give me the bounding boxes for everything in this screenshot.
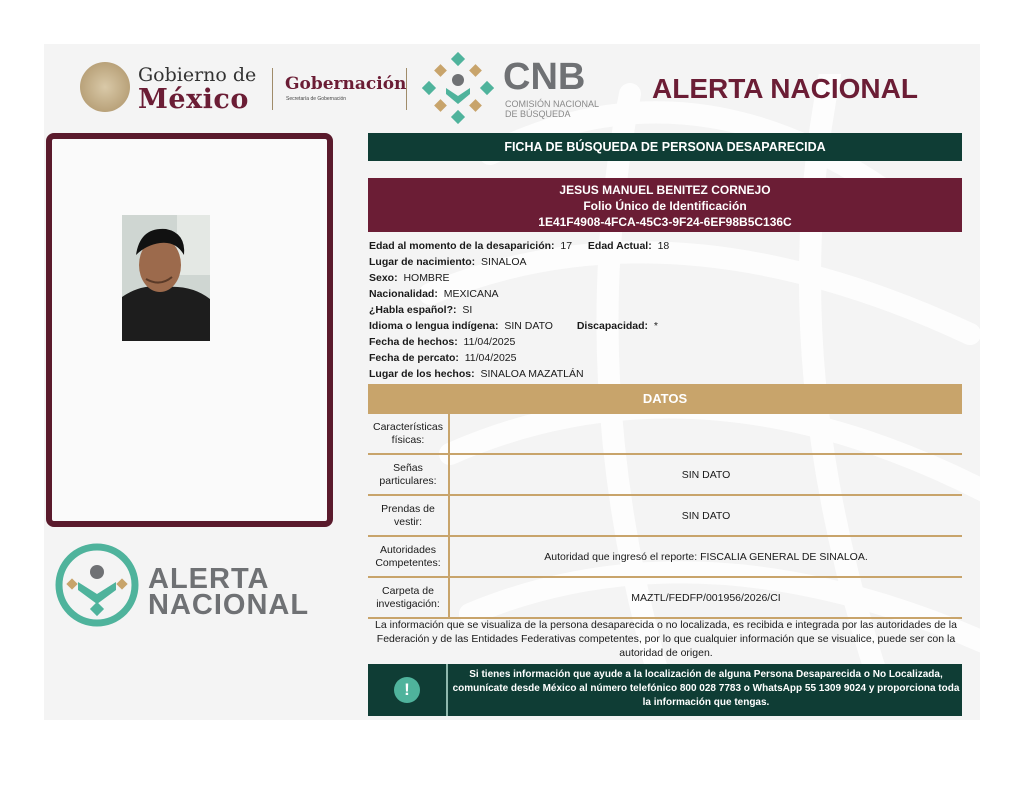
gobernacion-logo-text: Gobernación: [285, 74, 407, 94]
habla-value: SI: [462, 304, 473, 316]
idioma-value: SIN DATO: [504, 320, 553, 332]
edad-actual-value: 18: [657, 240, 670, 252]
nacionalidad-label: Nacionalidad:: [369, 288, 438, 300]
row-value: MAZTL/FEDFP/001956/2026/CI: [631, 591, 781, 604]
header-divider: [406, 68, 407, 110]
lugar-nac-value: SINALOA: [481, 256, 527, 268]
photo-frame: [46, 133, 333, 527]
edad-actual-label: Edad Actual:: [587, 240, 652, 252]
row-label: Autoridades Competentes:: [368, 537, 450, 576]
folio-value: 1E41F4908-4FCA-45C3-9F24-6EF98B5C136C: [538, 215, 792, 229]
info-row-lugar-nacimiento: [369, 254, 669, 270]
alert-sheet: [44, 44, 980, 720]
lugar-hechos-label: Lugar de los hechos:: [369, 368, 475, 380]
cnb-logo-text: CNB: [503, 56, 586, 98]
discapacidad-value: *: [653, 320, 658, 332]
table-row: [368, 496, 962, 537]
fecha-hechos-label: Fecha de hechos:: [369, 336, 458, 348]
gobierno-line2: México: [138, 84, 249, 115]
row-label: Señas particulares:: [368, 455, 450, 494]
row-label: Carpeta de investigación:: [368, 578, 450, 617]
cnb-subtitle-line1: COMISIÓN NACIONAL: [505, 99, 600, 109]
info-row-edad: [369, 238, 669, 254]
help-icon-box: [368, 664, 448, 716]
folio-label: Folio Único de Identificación: [583, 199, 747, 213]
info-row-fecha-percato: [369, 350, 669, 366]
datos-table: [368, 414, 962, 619]
cnb-logo-icon: [422, 52, 494, 124]
info-row-habla: [369, 302, 669, 318]
info-row-nacionalidad: [369, 286, 669, 302]
header-divider: [272, 68, 273, 110]
person-name-box: [368, 178, 962, 232]
row-value: Autoridad que ingresó el reporte: FISCALIA GENERAL DE SINALOA.: [544, 550, 868, 563]
person-photo: [122, 215, 210, 341]
fecha-hechos-value: 11/04/2025: [463, 336, 516, 348]
help-banner: [368, 664, 962, 716]
exclamation-icon: !: [394, 677, 420, 703]
row-label: Prendas de vestir:: [368, 496, 450, 535]
alerta-word: ALERTA: [148, 563, 270, 595]
table-row: [368, 455, 962, 496]
nacional-word: NACIONAL: [148, 589, 310, 621]
sexo-value: HOMBRE: [403, 272, 450, 284]
row-value: [450, 414, 962, 453]
alert-title: ALERTA NACIONAL: [652, 73, 918, 104]
info-row-fecha-hechos: [369, 334, 669, 350]
sexo-label: Sexo:: [369, 272, 398, 284]
row-value: SIN DATO: [681, 509, 731, 522]
table-row: [368, 414, 962, 455]
row-label: Características físicas:: [368, 414, 450, 453]
mexico-seal-icon: [80, 62, 130, 112]
secretaria-text: Secretaría de Gobernación: [286, 96, 347, 102]
gobierno-line1: Gobierno de: [138, 64, 257, 86]
info-row-sexo: [369, 270, 669, 286]
cnb-subtitle: [505, 99, 599, 119]
fecha-percato-value: 11/04/2025: [464, 352, 517, 364]
row-value: SIN DATO: [681, 468, 731, 481]
lugar-nac-label: Lugar de nacimiento:: [369, 256, 476, 268]
alerta-nacional-logo-icon: [54, 542, 140, 628]
personal-info: [369, 238, 669, 382]
disclaimer-text: La información que se visualiza de la persona desaparecida o no localizada, es recibida e integrada por las autoridades de la Federación y de las Entidades Federativas competentes, por lo que cualquier información que se visualice, puede ser con la autoridad de origen.: [375, 619, 957, 659]
header: [44, 44, 980, 132]
idioma-label: Idioma o lengua indígena:: [369, 320, 499, 332]
edad-label: Edad al momento de la desaparición:: [369, 240, 555, 252]
table-row: [368, 537, 962, 578]
info-row-idioma: [369, 318, 669, 334]
help-text: Si tienes información que ayude a la localización de alguna Persona Desaparecida o No Localizada, comunícate desde México al número telefónico 800 028 7783 o WhatsApp 55 1309 9024 y proporciona toda la información que tengas.: [452, 669, 960, 708]
habla-label: ¿Habla español?:: [369, 304, 457, 316]
fecha-percato-label: Fecha de percato:: [369, 352, 459, 364]
person-name: JESUS MANUEL BENITEZ CORNEJO: [559, 183, 771, 197]
lugar-hechos-value: SINALOA MAZATLÁN: [480, 368, 584, 380]
ficha-title: FICHA DE BÚSQUEDA DE PERSONA DESAPARECIDA: [368, 133, 962, 161]
discapacidad-label: Discapacidad:: [576, 320, 649, 332]
nacionalidad-value: MEXICANA: [443, 288, 499, 300]
info-row-lugar-hechos: [369, 366, 669, 382]
cnb-subtitle-line2: DE BÚSQUEDA: [505, 109, 571, 119]
edad-value: 17: [560, 240, 573, 252]
table-row: [368, 578, 962, 619]
datos-header: DATOS: [368, 384, 962, 414]
